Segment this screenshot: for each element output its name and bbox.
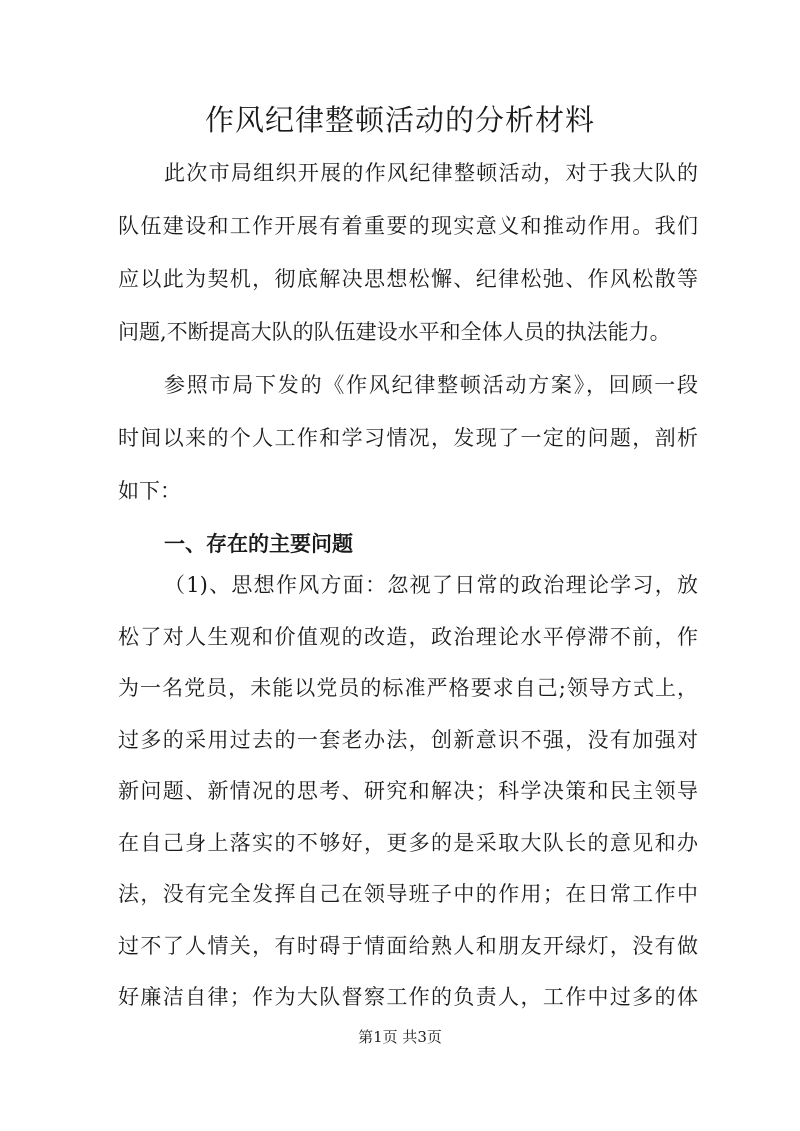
paragraph-line: 在自己身上落实的不够好，更多的是采取大队长的意见和办 — [118, 830, 698, 855]
paragraph-line: 参照市局下发的《作风纪律整顿活动方案》，回顾一段 — [164, 373, 698, 397]
paragraph-line: 法，没有完全发挥自己在领导班子中的作用；在日常工作中 — [118, 882, 698, 906]
paragraph-line: 应以此为契机，彻底解决思想松懈、纪律松弛、作风松散等 — [118, 267, 698, 291]
paragraph-line: 过多的采用过去的一套老办法，创新意识不强，没有加强对 — [118, 727, 698, 752]
paragraph-line: 松了对人生观和价值观的改造，政治理论水平停滞不前，作 — [118, 624, 698, 649]
page-footer: 第1页 共3页 — [358, 1028, 442, 1046]
paragraph-line: 好廉洁自律；作为大队督察工作的负责人，工作中过多的体 — [118, 985, 698, 1009]
paragraph-line: 时间以来的个人工作和学习情况，发现了一定的问题，剖析 — [118, 426, 698, 450]
paragraph-line: 新问题、新情况的思考、研究和解决；科学决策和民主领导 — [118, 779, 698, 803]
paragraph-line: 队伍建设和工作开展有着重要的现实意义和推动作用。我们 — [118, 214, 698, 238]
section-heading: 一、存在的主要问题 — [164, 532, 353, 556]
paragraph-line: 如下： — [118, 479, 181, 503]
paragraph-line: 问题,不断提高大队的队伍建设水平和全体人员的执法能力。 — [118, 320, 671, 344]
paragraph-line: 此次市局组织开展的作风纪律整顿活动，对于我大队的 — [164, 161, 698, 185]
document-title: 作风纪律整顿活动的分析材料 — [204, 103, 595, 137]
paragraph-line: 为一名党员，未能以党员的标准严格要求自己;领导方式上， — [118, 676, 698, 700]
paragraph-line: 过不了人情关，有时碍于情面给熟人和朋友开绿灯，没有做 — [118, 933, 698, 958]
paragraph-line: （1)、思想作风方面：忽视了日常的政治理论学习，放 — [164, 573, 698, 597]
